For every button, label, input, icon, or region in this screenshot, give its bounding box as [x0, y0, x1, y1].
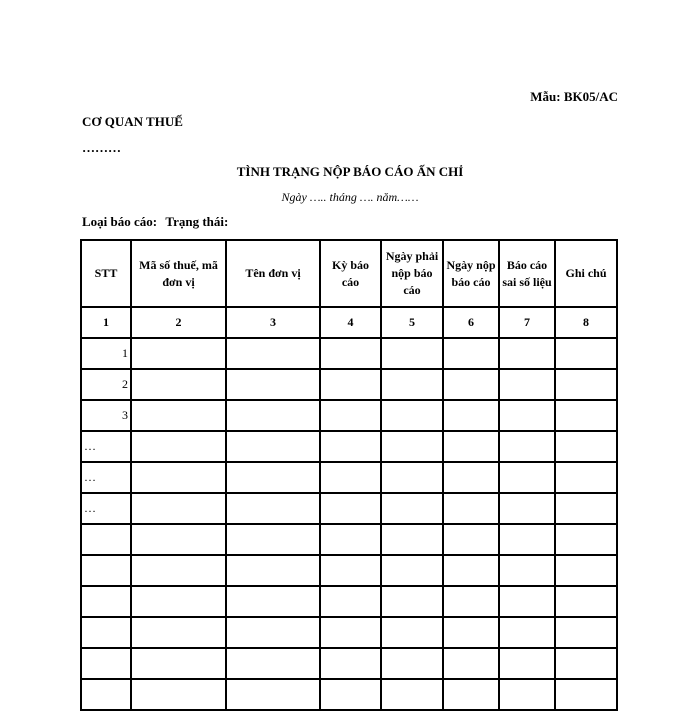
table-row [81, 524, 617, 555]
table-cell [499, 338, 555, 369]
table-cell [499, 462, 555, 493]
table-cell [499, 400, 555, 431]
table-cell [226, 431, 320, 462]
table-cell [320, 617, 381, 648]
table-cell [443, 400, 499, 431]
table-cell [320, 524, 381, 555]
table-row [81, 493, 617, 524]
table-cell [381, 679, 443, 710]
table-cell [226, 400, 320, 431]
column-number: 8 [555, 307, 617, 338]
table-cell [131, 431, 226, 462]
table-cell [499, 493, 555, 524]
header-submit-date: Ngày nộp báo cáo [443, 240, 499, 307]
table-cell [443, 462, 499, 493]
table-cell [320, 648, 381, 679]
table-row [81, 555, 617, 586]
table-cell [381, 648, 443, 679]
table-cell [443, 338, 499, 369]
table-cell [443, 555, 499, 586]
row-stt [81, 679, 131, 710]
table-row [81, 586, 617, 617]
report-table [80, 239, 618, 711]
report-type-label: Loại báo cáo: [82, 214, 158, 229]
table-cell [555, 369, 617, 400]
tax-agency-placeholder: ……… [82, 140, 121, 155]
row-stt [81, 617, 131, 648]
table-row [81, 617, 617, 648]
row-stt: 3 [81, 400, 131, 431]
column-number: 6 [443, 307, 499, 338]
table-row [81, 679, 617, 710]
table-cell [443, 648, 499, 679]
row-stt [81, 555, 131, 586]
table-cell [381, 586, 443, 617]
header-unit-name: Tên đơn vị [226, 240, 320, 307]
header-notes: Ghi chú [555, 240, 617, 307]
header-tax-code: Mã số thuế, mã đơn vị [131, 240, 226, 307]
table-row [81, 400, 617, 431]
row-stt: … [81, 493, 131, 524]
table-cell [226, 679, 320, 710]
table-cell [320, 338, 381, 369]
table-cell [320, 493, 381, 524]
table-cell [555, 493, 617, 524]
table-row [81, 431, 617, 462]
table-cell [555, 617, 617, 648]
form-code: Mẫu: BK05/AC [530, 89, 618, 104]
table-cell [381, 617, 443, 648]
tax-agency-label: CƠ QUAN THUẾ [82, 114, 183, 129]
table-cell [226, 524, 320, 555]
table-cell [499, 369, 555, 400]
table-cell [443, 493, 499, 524]
status-label: Trạng thái: [165, 214, 229, 229]
table-cell [131, 338, 226, 369]
table-cell [226, 338, 320, 369]
table-cell [226, 617, 320, 648]
header-report-period: Kỳ báo cáo [320, 240, 381, 307]
table-cell [381, 431, 443, 462]
header-stt: STT [81, 240, 131, 307]
table-cell [555, 586, 617, 617]
table-cell [131, 400, 226, 431]
table-cell [320, 555, 381, 586]
row-stt: … [81, 431, 131, 462]
table-cell [555, 338, 617, 369]
table-cell [320, 679, 381, 710]
table-cell [555, 524, 617, 555]
column-number: 3 [226, 307, 320, 338]
table-cell [499, 431, 555, 462]
table-cell [320, 431, 381, 462]
row-stt [81, 586, 131, 617]
header-due-date: Ngày phải nộp báo cáo [381, 240, 443, 307]
table-cell [226, 648, 320, 679]
table-cell [381, 369, 443, 400]
table-row [81, 338, 617, 369]
table-cell [131, 555, 226, 586]
row-stt: 2 [81, 369, 131, 400]
table-cell [131, 369, 226, 400]
table-cell [381, 338, 443, 369]
table-cell [499, 524, 555, 555]
row-stt [81, 524, 131, 555]
column-number: 5 [381, 307, 443, 338]
table-row [81, 648, 617, 679]
table-cell [499, 586, 555, 617]
table-cell [555, 400, 617, 431]
row-stt: … [81, 462, 131, 493]
table-cell [131, 493, 226, 524]
table-cell [381, 400, 443, 431]
column-number: 7 [499, 307, 555, 338]
table-cell [555, 431, 617, 462]
table-cell [226, 462, 320, 493]
table-cell [320, 586, 381, 617]
table-cell [499, 555, 555, 586]
table-cell [443, 617, 499, 648]
table-cell [320, 400, 381, 431]
column-number: 1 [81, 307, 131, 338]
table-cell [443, 586, 499, 617]
table-cell [381, 493, 443, 524]
table-cell [499, 679, 555, 710]
column-number: 4 [320, 307, 381, 338]
table-row [81, 462, 617, 493]
row-stt: 1 [81, 338, 131, 369]
table-cell [131, 462, 226, 493]
table-row [81, 369, 617, 400]
table-cell [131, 586, 226, 617]
table-cell [499, 617, 555, 648]
table-cell [381, 555, 443, 586]
table-cell [555, 462, 617, 493]
table-cell [443, 524, 499, 555]
table-cell [443, 679, 499, 710]
table-cell [555, 648, 617, 679]
table-cell [443, 431, 499, 462]
table-cell [320, 369, 381, 400]
table-cell [131, 524, 226, 555]
document-title: TÌNH TRẠNG NỘP BÁO CÁO ẤN CHỈ [236, 164, 464, 179]
table-cell [320, 462, 381, 493]
table-cell [226, 493, 320, 524]
column-number: 2 [131, 307, 226, 338]
table-cell [381, 524, 443, 555]
row-stt [81, 648, 131, 679]
date-line: Ngày ….. tháng …. năm…… [281, 190, 419, 204]
table-cell [226, 555, 320, 586]
report-filters [82, 214, 228, 230]
column-number-row [81, 307, 617, 338]
header-data-error: Báo cáo sai số liệu [499, 240, 555, 307]
table-cell [131, 648, 226, 679]
table-cell [443, 369, 499, 400]
table-cell [381, 462, 443, 493]
table-cell [555, 555, 617, 586]
table-cell [226, 369, 320, 400]
table-cell [499, 648, 555, 679]
table-cell [131, 679, 226, 710]
table-cell [226, 586, 320, 617]
table-cell [555, 679, 617, 710]
table-cell [131, 617, 226, 648]
